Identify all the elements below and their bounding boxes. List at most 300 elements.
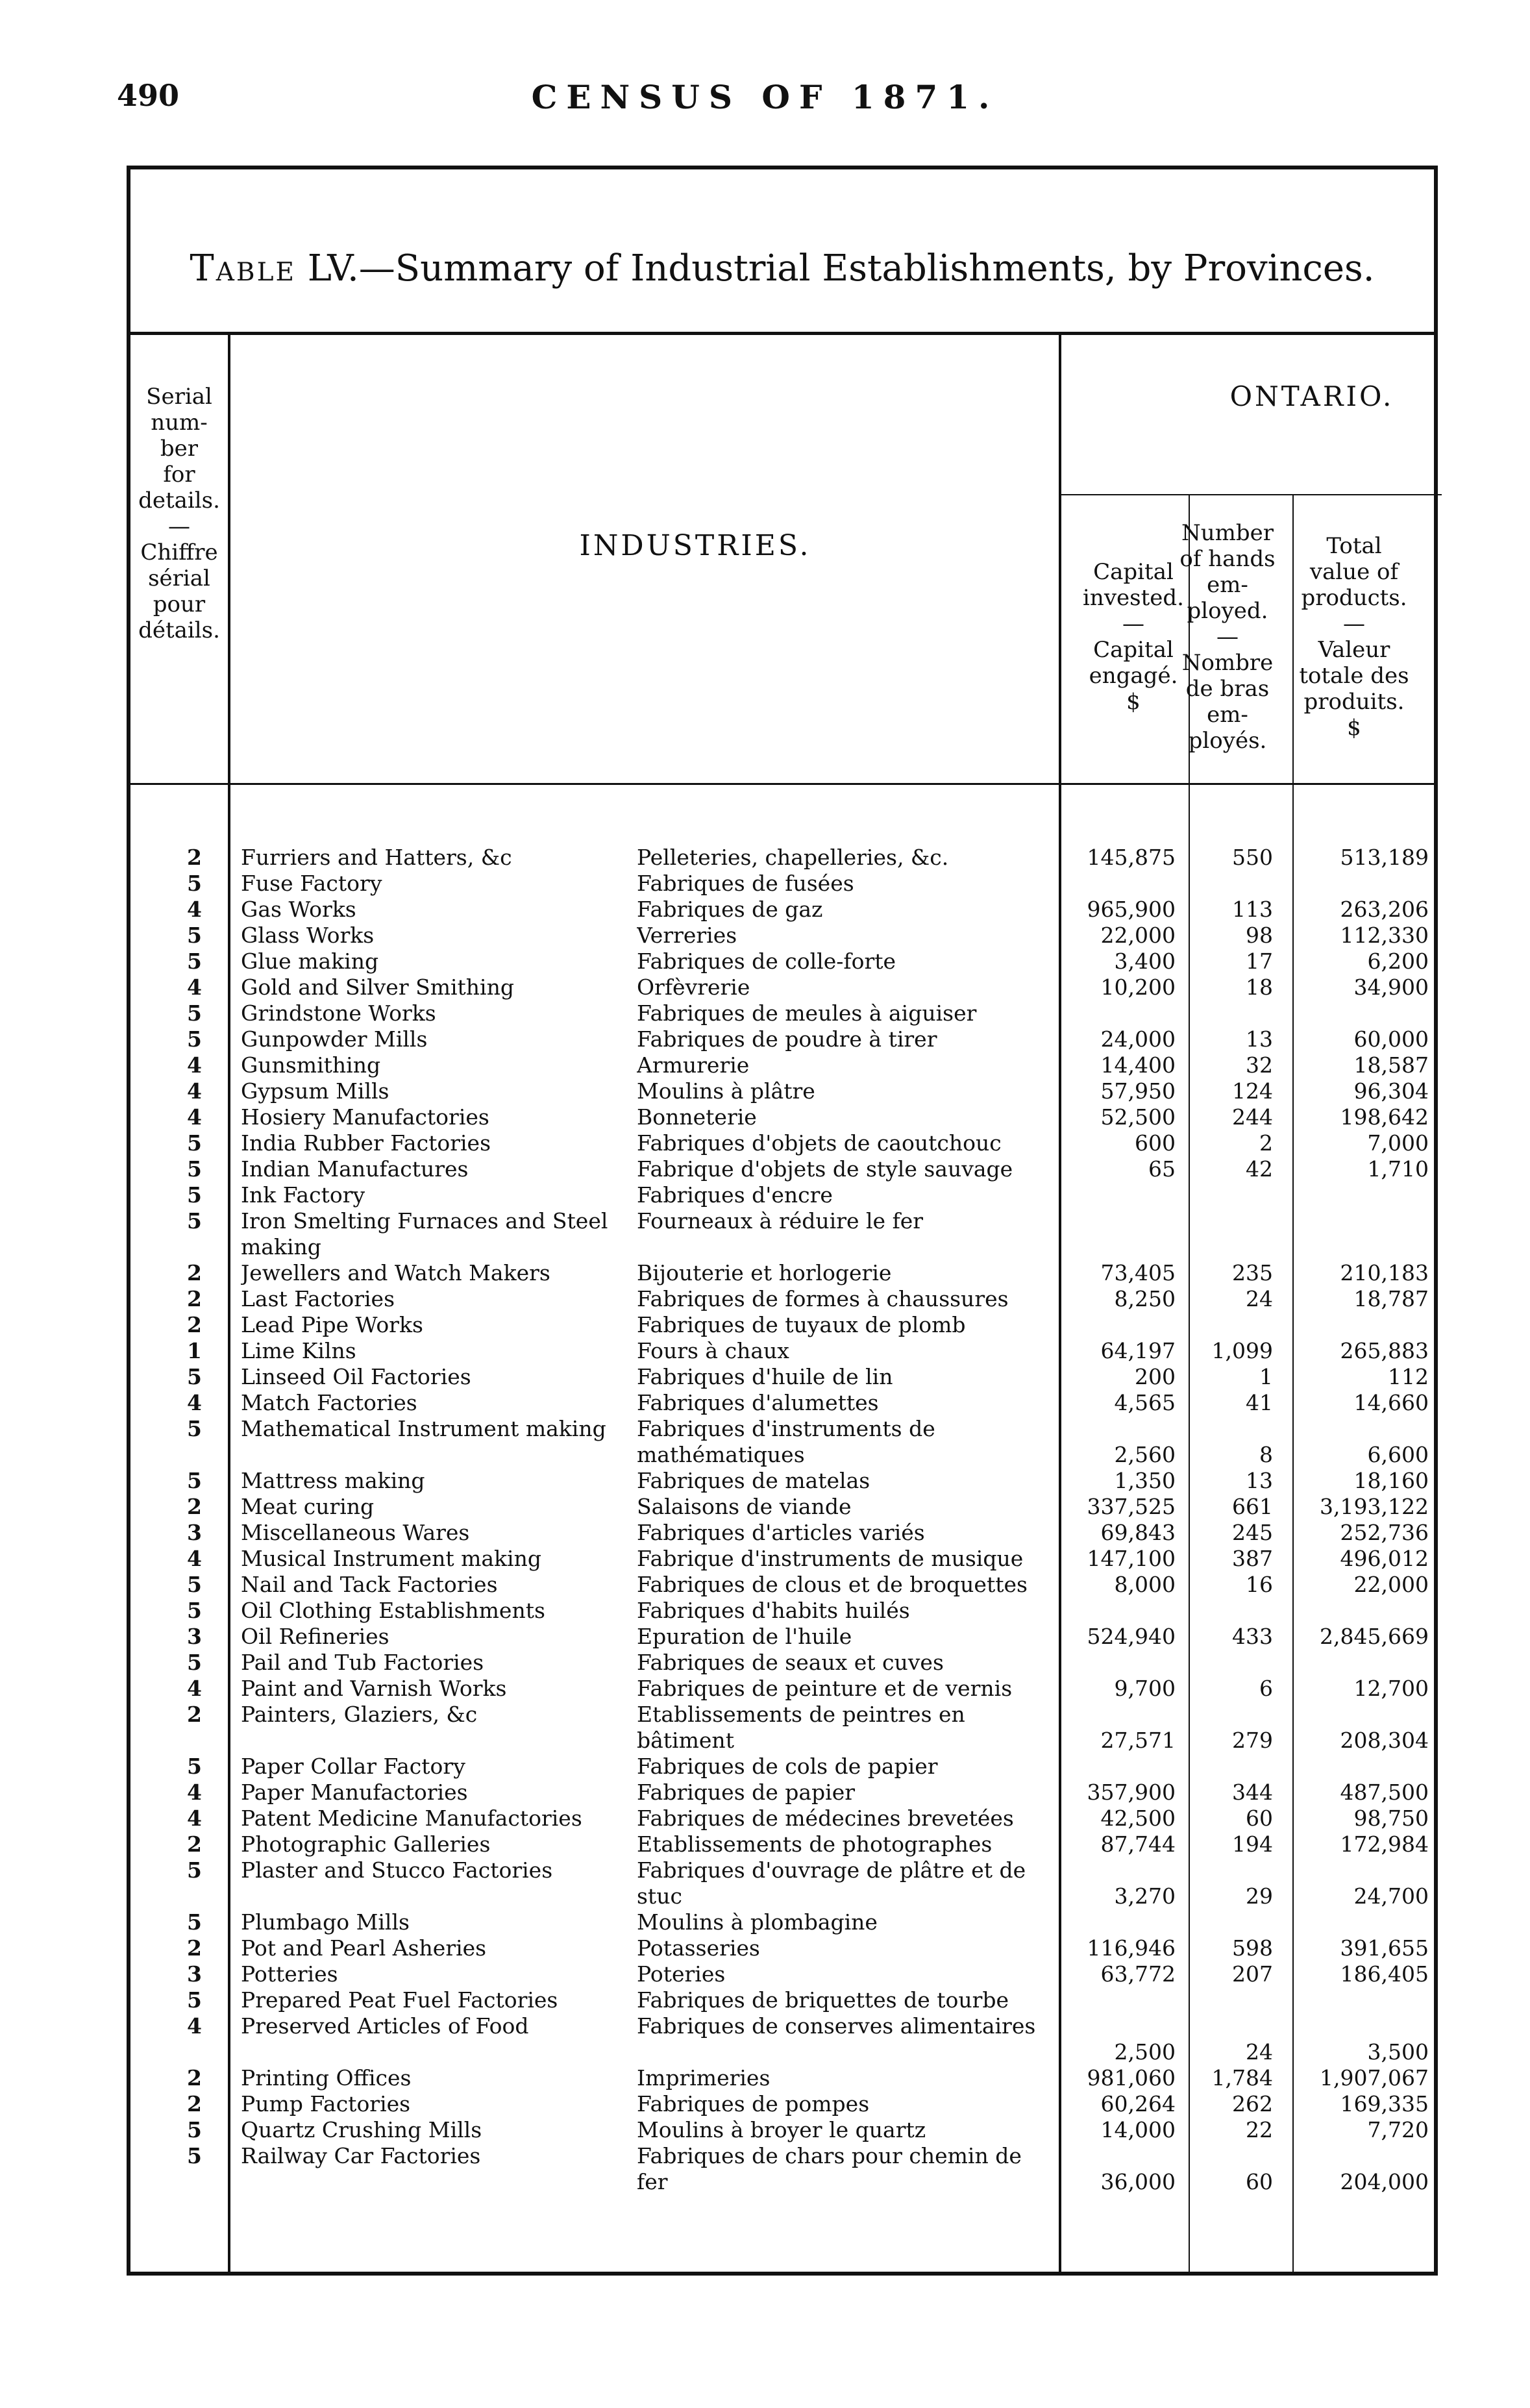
serial-cell: 5 [187,1987,202,2013]
hands-cell: 2 [1259,1130,1273,1156]
industry-english-cell: Linseed Oil Factories [241,1364,471,1389]
capital-cell: 73,405 [1100,1260,1176,1285]
industry-french-cell: Fabriques de clous et de broquettes [637,1572,1028,1597]
value-cell: 14,660 [1353,1390,1429,1415]
table-body [130,845,1434,2195]
serial-cell: 4 [187,1104,202,1130]
table-row [130,923,1434,949]
value-cell: 60,000 [1353,1026,1429,1052]
capital-cell: 63,772 [1100,1961,1176,1987]
table-row [130,1520,1434,1546]
industry-french-cell: Fabriques de colle-forte [637,949,896,974]
hands-cell: 24 [1246,2039,1273,2065]
serial-cell: 5 [187,1000,202,1026]
industry-french-cell: Armurerie [637,1052,750,1078]
industry-english-cell: Match Factories [241,1390,417,1415]
serial-cell: 5 [187,1156,202,1182]
value-cell: 34,900 [1353,974,1429,1000]
industry-english-cell: Last Factories [241,1286,395,1311]
serial-cell: 5 [187,1468,202,1493]
value-cell: 186,405 [1340,1961,1429,1987]
table-row [130,949,1434,974]
industries-header: INDUSTRIES. [579,529,811,562]
industry-english-cell: Furriers and Hatters, &c [241,845,512,870]
industry-french-cell: Fabriques de poudre à tirer [637,1026,937,1052]
table-row [130,1468,1434,1494]
table-row [130,974,1434,1000]
table-row [130,1676,1434,1702]
hands-cell: 235 [1232,1260,1273,1285]
capital-cell: 8,250 [1114,1286,1176,1311]
capital-cell: 22,000 [1100,923,1176,948]
capital-cell: 87,744 [1100,1831,1176,1857]
industry-english-cell: Fuse Factory [241,871,382,896]
industry-english-cell: Musical Instrument making [241,1546,541,1571]
header-rule [130,783,1434,785]
hands-cell: 13 [1246,1468,1273,1493]
capital-cell: 52,500 [1100,1104,1176,1130]
hands-cell: 98 [1246,923,1273,948]
industry-french-cell: Etablissements de photographes [637,1831,993,1857]
table-title [130,247,1434,290]
value-cell: 172,984 [1340,1831,1429,1857]
value-cell: 6,600 [1367,1442,1429,1467]
industry-french-cell: Salaisons de viande [637,1494,852,1519]
serial-cell: 5 [187,1364,202,1389]
table-row [130,2117,1434,2143]
capital-cell: 600 [1135,1130,1176,1156]
capital-cell: 2,500 [1114,2039,1176,2065]
industry-english-cell: Oil Clothing Establishments [241,1598,545,1623]
industry-english-cell: Miscellaneous Wares [241,1520,470,1545]
industry-english-cell: Nail and Tack Factories [241,1572,498,1597]
value-cell: 7,720 [1367,2117,1429,2142]
table-row [130,1546,1434,1572]
value-cell: 1,907,067 [1320,2065,1429,2091]
serial-cell: 2 [187,1935,202,1961]
industry-french-cell: Fabrique d'instruments de musique [637,1546,1024,1571]
value-cell: 18,160 [1353,1468,1429,1493]
serial-cell: 5 [187,1572,202,1597]
table-row [130,1857,1434,1909]
table-row [130,871,1434,897]
industry-french-cell: Fabriques de médecines brevetées [637,1806,1014,1831]
industry-french-cell: Fabriques d'objets de caoutchouc [637,1130,1002,1156]
table-row [130,1494,1434,1520]
table-row [130,1987,1434,2013]
value-cell: 210,183 [1340,1260,1429,1285]
industry-english-cell: Mattress making [241,1468,425,1493]
table-row [130,1831,1434,1857]
serial-header: Serial num- ber for details. — Chiffre sérial pour détails. [138,384,220,643]
industry-french-cell: Fabriques de chars pour chemin de fer [637,2143,1022,2194]
table-row [130,1416,1434,1468]
table-row [130,1208,1434,1260]
industry-english-cell: Jewellers and Watch Makers [241,1260,550,1285]
table-row [130,1935,1434,1961]
capital-cell: 145,875 [1087,845,1176,870]
hands-cell: 550 [1232,845,1273,870]
serial-cell: 4 [187,1676,202,1701]
serial-cell: 2 [187,1494,202,1519]
hands-cell: 279 [1232,1728,1273,1753]
industry-french-cell: Verreries [637,923,737,948]
industry-french-cell: Fabriques d'huile de lin [637,1364,893,1389]
value-cell: 208,304 [1340,1728,1429,1753]
serial-cell: 4 [187,974,202,1000]
industry-english-cell: Plaster and Stucco Factories [241,1857,553,1883]
hands-cell: 22 [1246,2117,1273,2142]
industry-french-cell: Fabriques de fusées [637,871,854,896]
table-row [130,2013,1434,2065]
page-number: 490 [117,78,180,113]
industry-french-cell: Fabriques de gaz [637,897,823,922]
serial-cell: 2 [187,1260,202,1285]
industry-english-cell: Painters, Glaziers, &c [241,1702,478,1727]
industry-english-cell: Gas Works [241,897,356,922]
serial-cell: 2 [187,2065,202,2091]
value-cell: 204,000 [1340,2169,1429,2194]
industry-english-cell: Glass Works [241,923,375,948]
serial-cell: 4 [187,1052,202,1078]
title-rule [130,332,1434,335]
capital-cell: 64,197 [1100,1338,1176,1363]
capital-cell: 1,350 [1114,1468,1176,1493]
serial-cell: 4 [187,2013,202,2039]
industry-english-cell: India Rubber Factories [241,1130,491,1156]
industry-english-cell: Pot and Pearl Asheries [241,1935,487,1961]
value-cell: 198,642 [1340,1104,1429,1130]
industry-french-cell: Poteries [637,1961,726,1987]
value-cell: 112 [1388,1364,1429,1389]
industry-french-cell: Fabrique d'objets de style sauvage [637,1156,1013,1182]
industry-french-cell: Fabriques de pompes [637,2091,870,2116]
value-cell: 96,304 [1353,1078,1429,1104]
capital-cell: 42,500 [1100,1806,1176,1831]
industry-english-cell: Prepared Peat Fuel Factories [241,1987,558,2013]
industry-english-cell: Gypsum Mills [241,1078,389,1104]
industry-english-cell: Hosiery Manufactories [241,1104,489,1130]
table-title-number: LV. [307,247,359,290]
province-header: ONTARIO. [1229,380,1394,412]
table-row [130,1104,1434,1130]
industry-english-cell: Lime Kilns [241,1338,356,1363]
table-row [130,1026,1434,1052]
capital-cell: 36,000 [1100,2169,1176,2194]
value-cell: 391,655 [1340,1935,1429,1961]
capital-cell: 69,843 [1100,1520,1176,1545]
industry-english-cell: Oil Refineries [241,1624,389,1649]
value-cell: 98,750 [1353,1806,1429,1831]
value-cell: 513,189 [1340,845,1429,870]
capital-cell: 200 [1135,1364,1176,1389]
industry-english-cell: Railway Car Factories [241,2143,481,2168]
industry-french-cell: Fabriques de cols de papier [637,1754,938,1779]
hands-cell: 598 [1232,1935,1273,1961]
industry-english-cell: Pail and Tub Factories [241,1650,484,1675]
capital-cell: 27,571 [1100,1728,1176,1753]
capital-cell: 2,560 [1114,1442,1176,1467]
serial-cell: 3 [187,1961,202,1987]
capital-header: Capital invested. — Capital engagé. $ [1083,559,1184,715]
serial-cell: 5 [187,2143,202,2168]
industry-english-cell: Quartz Crushing Mills [241,2117,482,2142]
serial-cell: 3 [187,1624,202,1649]
industry-english-cell: Potteries [241,1961,338,1987]
serial-cell: 2 [187,845,202,870]
industry-french-cell: Potasseries [637,1935,760,1961]
capital-cell: 14,400 [1100,1052,1176,1078]
capital-cell: 3,400 [1114,949,1176,974]
hands-cell: 262 [1232,2091,1273,2116]
industry-english-cell: Plumbago Mills [241,1909,410,1935]
hands-cell: 32 [1246,1052,1273,1078]
hands-cell: 194 [1232,1831,1273,1857]
capital-cell: 57,950 [1100,1078,1176,1104]
running-head [0,78,1530,130]
capital-cell: 524,940 [1087,1624,1176,1649]
hands-cell: 207 [1232,1961,1273,1987]
capital-cell: 116,946 [1087,1935,1176,1961]
industry-french-cell: Etablissements de peintres en bâtiment [637,1702,965,1753]
value-cell: 3,193,122 [1320,1494,1429,1519]
hands-cell: 60 [1246,2169,1273,2194]
hands-cell: 17 [1246,949,1273,974]
value-cell: 265,883 [1340,1338,1429,1363]
serial-cell: 5 [187,1598,202,1623]
serial-cell: 1 [187,1338,202,1363]
value-cell: 1,710 [1367,1156,1429,1182]
table-title-text: —Summary of Industrial Establishments, by Provinces. [358,247,1375,290]
capital-cell: 10,200 [1100,974,1176,1000]
serial-cell: 4 [187,1806,202,1831]
hands-cell: 42 [1246,1156,1273,1182]
industry-french-cell: Moulins à plâtre [637,1078,815,1104]
industry-french-cell: Epuration de l'huile [637,1624,852,1649]
industry-french-cell: Fabriques d'instruments de mathématiques [637,1416,935,1467]
industry-french-cell: Fabriques d'encre [637,1182,833,1208]
capital-cell: 24,000 [1100,1026,1176,1052]
table-row [130,1754,1434,1780]
value-cell: 3,500 [1367,2039,1429,2065]
hands-cell: 1,784 [1211,2065,1273,2091]
table-row [130,1338,1434,1364]
value-cell: 169,335 [1340,2091,1429,2116]
table-row [130,1961,1434,1987]
capital-cell: 981,060 [1087,2065,1176,2091]
industry-french-cell: Fabriques de briquettes de tourbe [637,1987,1009,2013]
table-row [130,2065,1434,2091]
industry-english-cell: Paint and Varnish Works [241,1676,507,1701]
industry-english-cell: Gunsmithing [241,1052,381,1078]
serial-cell: 2 [187,1312,202,1337]
table-title-prefix: Table [190,247,296,290]
serial-cell: 5 [187,1182,202,1208]
industry-french-cell: Fabriques de meules à aiguiser [637,1000,977,1026]
capital-cell: 4,565 [1114,1390,1176,1415]
value-cell: 112,330 [1340,923,1429,948]
serial-cell: 5 [187,2117,202,2142]
table-row [130,1286,1434,1312]
table-row [130,1702,1434,1754]
hands-cell: 245 [1232,1520,1273,1545]
hands-cell: 1 [1259,1364,1273,1389]
industry-french-cell: Pelleteries, chapelleries, &c. [637,845,949,870]
industry-english-cell: Gold and Silver Smithing [241,974,514,1000]
industry-french-cell: Fabriques de peinture et de vernis [637,1676,1013,1701]
value-cell: 12,700 [1353,1676,1429,1701]
table-row [130,1598,1434,1624]
value-cell: 7,000 [1367,1130,1429,1156]
hands-cell: 24 [1246,1286,1273,1311]
value-cell: 496,012 [1340,1546,1429,1571]
serial-cell: 2 [187,1702,202,1727]
table-row [130,1780,1434,1806]
hands-cell: 344 [1232,1780,1273,1805]
table-row [130,1130,1434,1156]
serial-cell: 5 [187,1909,202,1935]
industry-english-cell: Printing Offices [241,2065,412,2091]
industry-english-cell: Paper Manufactories [241,1780,468,1805]
industry-french-cell: Fabriques d'habits huilés [637,1598,910,1623]
industry-english-cell: Grindstone Works [241,1000,436,1026]
serial-cell: 2 [187,2091,202,2116]
value-cell: 2,845,669 [1320,1624,1429,1649]
industry-french-cell: Moulins à plombagine [637,1909,878,1935]
capital-cell: 337,525 [1087,1494,1176,1519]
table-row [130,1806,1434,1831]
table-row [130,1078,1434,1104]
serial-cell: 4 [187,1390,202,1415]
serial-cell: 4 [187,1780,202,1805]
serial-cell: 4 [187,1546,202,1571]
hands-cell: 387 [1232,1546,1273,1571]
capital-cell: 965,900 [1087,897,1176,922]
table-frame [127,166,1438,2276]
industry-english-cell: Pump Factories [241,2091,411,2116]
serial-cell: 4 [187,1078,202,1104]
serial-cell: 5 [187,1857,202,1883]
table-row [130,1000,1434,1026]
industry-french-cell: Fabriques de tuyaux de plomb [637,1312,966,1337]
hands-cell: 661 [1232,1494,1273,1519]
table-row [130,2091,1434,2117]
table-row [130,1052,1434,1078]
industry-french-cell: Fabriques de seaux et cuves [637,1650,944,1675]
serial-cell: 3 [187,1520,202,1545]
hands-cell: 113 [1232,897,1273,922]
hands-cell: 41 [1246,1390,1273,1415]
hands-cell: 16 [1246,1572,1273,1597]
industry-english-cell: Lead Pipe Works [241,1312,423,1337]
province-rule [1059,494,1442,495]
serial-cell: 5 [187,1026,202,1052]
value-cell: 487,500 [1340,1780,1429,1805]
capital-cell: 147,100 [1087,1546,1176,1571]
capital-cell: 3,270 [1114,1883,1176,1909]
capital-cell: 60,264 [1100,2091,1176,2116]
industry-english-cell: Gunpowder Mills [241,1026,428,1052]
industry-french-cell: Fours à chaux [637,1338,789,1363]
serial-cell: 5 [187,1650,202,1675]
hands-cell: 124 [1232,1078,1273,1104]
industry-english-cell: Meat curing [241,1494,375,1519]
serial-cell: 5 [187,1416,202,1441]
industry-french-cell: Imprimeries [637,2065,771,2091]
serial-cell: 5 [187,871,202,896]
industry-english-cell: Mathematical Instrument making [241,1416,606,1441]
industry-english-cell: Photographic Galleries [241,1831,491,1857]
capital-cell: 14,000 [1100,2117,1176,2142]
industry-english-cell: Iron Smelting Furnaces and Steel making [241,1208,608,1260]
hands-cell: 8 [1259,1442,1273,1467]
table-row [130,1390,1434,1416]
table-row [130,1156,1434,1182]
serial-cell: 5 [187,949,202,974]
serial-cell: 5 [187,1130,202,1156]
industry-french-cell: Bijouterie et horlogerie [637,1260,892,1285]
industry-english-cell: Preserved Articles of Food [241,2013,529,2039]
industry-french-cell: Fabriques de papier [637,1780,856,1805]
value-cell: 24,700 [1353,1883,1429,1909]
running-title: CENSUS OF 1871. [531,78,999,116]
industry-french-cell: Fabriques de conserves alimentaires [637,2013,1036,2039]
serial-cell: 5 [187,923,202,948]
industry-french-cell: Moulins à broyer le quartz [637,2117,926,2142]
table-row [130,897,1434,923]
value-header: Total value of products. — Valeur totale des produits. $ [1299,533,1409,741]
hands-cell: 1,099 [1211,1338,1273,1363]
serial-cell: 4 [187,897,202,922]
serial-cell: 2 [187,1286,202,1311]
value-cell: 6,200 [1367,949,1429,974]
hands-cell: 433 [1232,1624,1273,1649]
industry-french-cell: Fourneaux à réduire le fer [637,1208,924,1234]
industry-english-cell: Ink Factory [241,1182,365,1208]
industry-english-cell: Indian Manufactures [241,1156,469,1182]
industry-english-cell: Glue making [241,949,379,974]
value-cell: 18,587 [1353,1052,1429,1078]
hands-cell: 6 [1259,1676,1273,1701]
table-row [130,1624,1434,1650]
hands-cell: 60 [1246,1806,1273,1831]
table-row [130,1572,1434,1598]
capital-cell: 8,000 [1114,1572,1176,1597]
value-cell: 252,736 [1340,1520,1429,1545]
table-row [130,1182,1434,1208]
industry-french-cell: Orfèvrerie [637,974,750,1000]
industry-french-cell: Fabriques d'alumettes [637,1390,879,1415]
table-row [130,2143,1434,2195]
industry-french-cell: Fabriques d'articles variés [637,1520,925,1545]
serial-cell: 5 [187,1754,202,1779]
industry-french-cell: Fabriques de formes à chaussures [637,1286,1009,1311]
table-row [130,1650,1434,1676]
industry-english-cell: Patent Medicine Manufactories [241,1806,582,1831]
industry-french-cell: Fabriques d'ouvrage de plâtre et de stuc [637,1857,1026,1909]
table-row [130,1909,1434,1935]
table-row [130,1364,1434,1390]
serial-cell: 2 [187,1831,202,1857]
hands-cell: 29 [1246,1883,1273,1909]
table-row [130,845,1434,871]
industry-english-cell: Paper Collar Factory [241,1754,465,1779]
industry-french-cell: Bonneterie [637,1104,757,1130]
industry-french-cell: Fabriques de matelas [637,1468,870,1493]
hands-cell: 244 [1232,1104,1273,1130]
hands-cell: 18 [1246,974,1273,1000]
value-cell: 22,000 [1353,1572,1429,1597]
